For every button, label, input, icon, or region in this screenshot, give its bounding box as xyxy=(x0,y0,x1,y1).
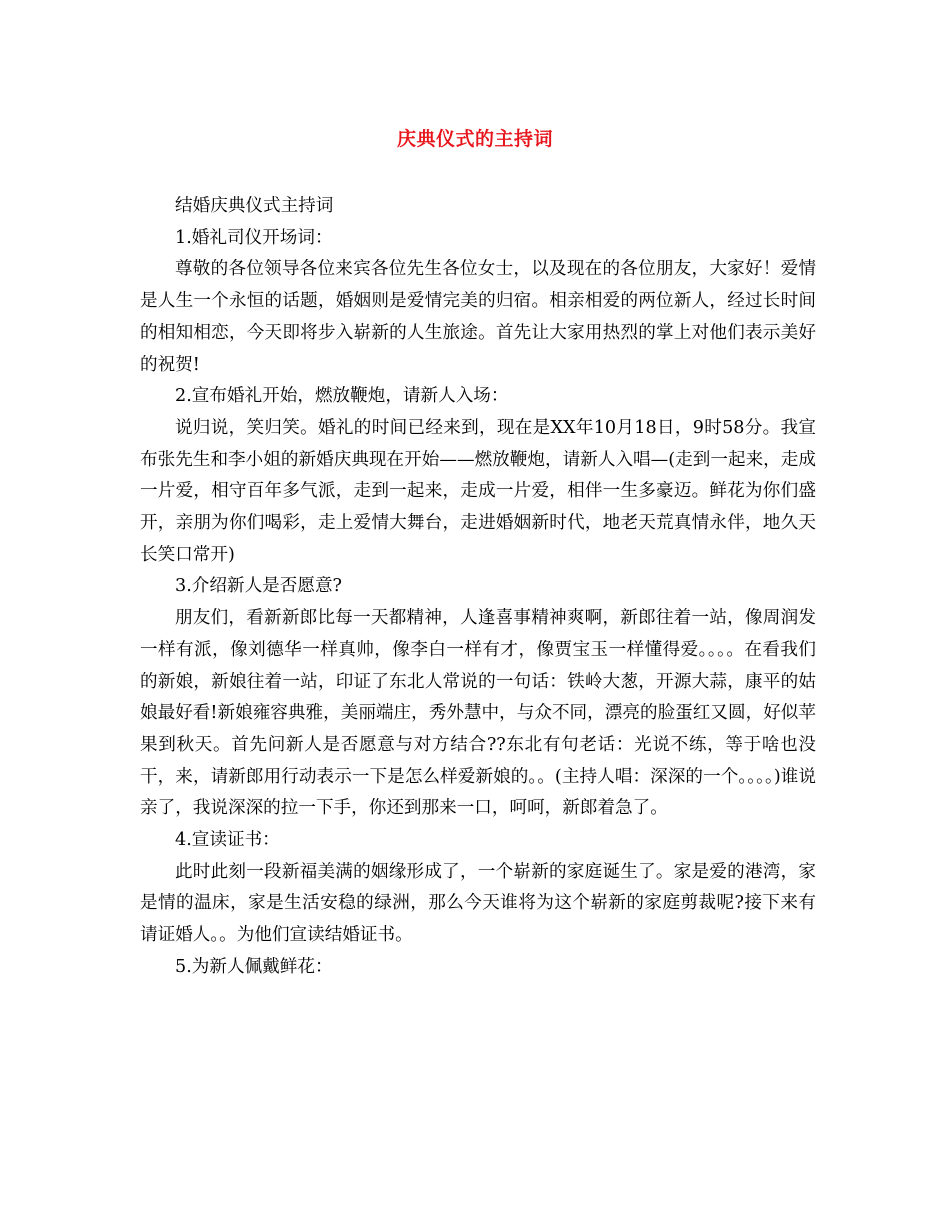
paragraph-4: 此时此刻一段新福美满的姻缘形成了，一个崭新的家庭诞生了。家是爱的港湾，家是情的温床，家是生活安稳的绿洲，那么今天谁将为这个崭新的家庭剪裁呢?接下来有请证婚人。。为他们宣读结婚证书。 xyxy=(140,861,816,946)
section-heading-2: 2.宣布婚礼开始，燃放鞭炮，请新人入场： xyxy=(175,386,509,407)
document-body xyxy=(140,191,816,984)
section-heading-5: 5.为新人佩戴鲜花： xyxy=(175,956,333,977)
paragraph-heading: 结婚庆典仪式主持词 xyxy=(175,196,334,216)
section-heading-3: 3.介绍新人是否愿意? xyxy=(175,576,342,597)
document-title: 庆典仪式的主持词 xyxy=(396,128,553,150)
section-heading-1: 1.婚礼司仪开场词： xyxy=(175,227,333,248)
section-heading-4: 4.宣读证书： xyxy=(175,830,280,851)
paragraph-3: 朋友们，看新新郎比每一天都精神，人逢喜事精神爽啊，新郎往着一站，像周润发一样有派，像刘德华一样真帅，像李白一样有才，像贾宝玉一样懂得爱。。。。在看我们的新娘，新娘往着一站，印证了东北人常说的一句话：铁岭大葱，开源大蒜，康平的姑娘最好看!新娘雍容典雅，美丽端庄，秀外慧中，与众不同，漂亮的脸蛋红又圆，好似苹果到秋天。首先问新人是否愿意与对方结合??东北有句老话：光说不练，等于啥也没干，来，请新郎用行动表示一下是怎么样爱新娘的。。(主持人唱：深深的一个。。。。)谁说亲了，我说深深的拉一下手，你还到那来一口，呵呵，新郎着急了。 xyxy=(140,608,816,819)
paragraph-1: 尊敬的各位领导各位来宾各位先生各位女士，以及现在的各位朋友，大家好！爱情是人生一个永恒的话题，婚姻则是爱情完美的归宿。相亲相爱的两位新人，经过长时间的相知相恋，今天即将步入崭新的人生旅途。首先让大家用热烈的掌上对他们表示美好的祝贺! xyxy=(140,259,816,375)
paragraph-2: 说归说，笑归笑。婚礼的时间已经来到，现在是XX年10月18日，9时58分。我宣布张先生和李小姐的新婚庆典现在开始——燃放鞭炮，请新人入唱—(走到一起来，走成一片爱，相守百年多气派，走到一起来，走成一片爱，相伴一生多豪迈。鲜花为你们盛开，亲朋为你们喝彩，走上爱情大舞台，走进婚姻新时代，地老天荒真情永伴，地久天长笑口常开) xyxy=(140,417,816,565)
